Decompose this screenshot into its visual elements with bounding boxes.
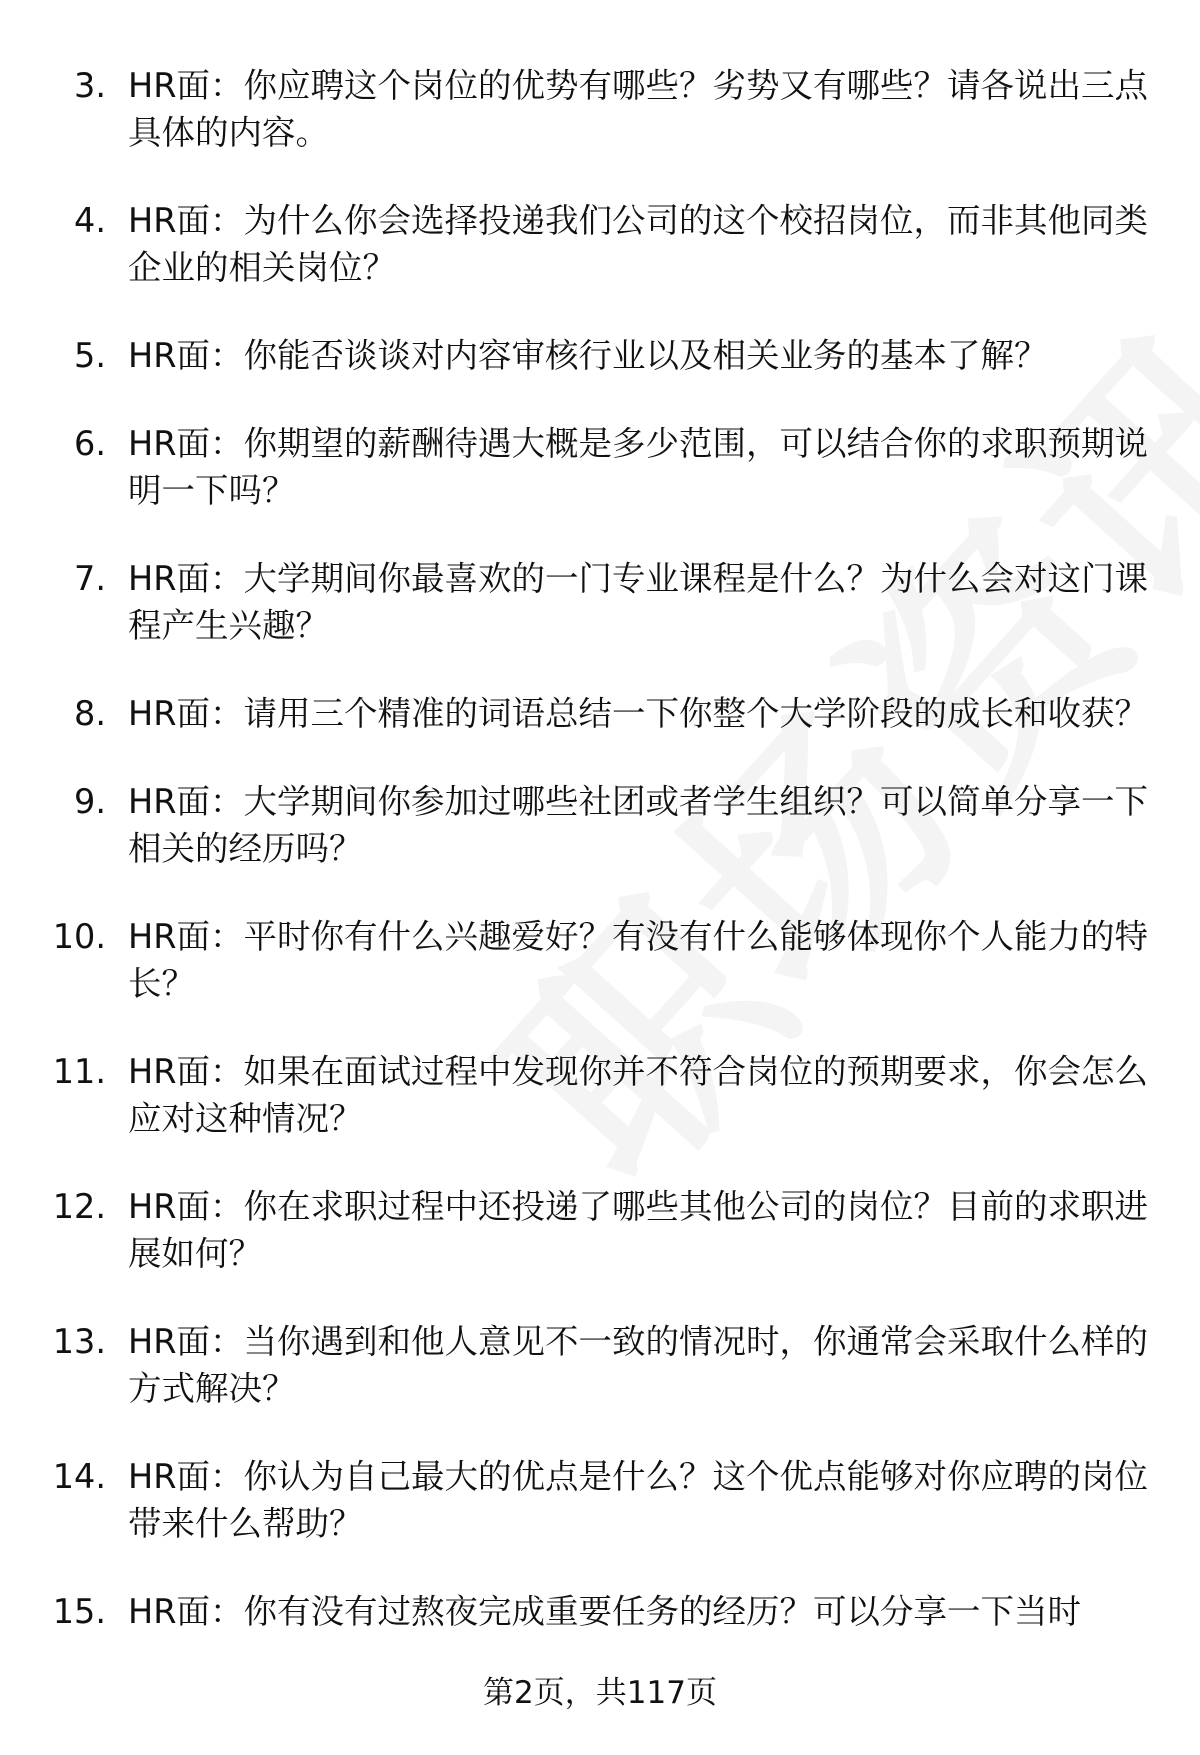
page-number: 第2页，共117页 [483,1675,717,1711]
item-number: 11. [52,1052,106,1091]
item-text: HR面：如果在面试过程中发现你并不符合岗位的预期要求，你会怎么应对这种情况？ [128,1052,1148,1138]
list-item [0,1048,1200,1142]
item-number: 14. [52,1457,106,1496]
list-item [0,913,1200,1007]
item-number: 8. [74,694,106,733]
list-item [0,197,1200,291]
list-item [0,690,1200,737]
list-item [0,332,1200,379]
item-text: HR面：你认为自己最大的优点是什么？这个优点能够对你应聘的岗位带来什么帮助？ [128,1457,1148,1543]
item-text: HR面：你有没有过熬夜完成重要任务的经历？可以分享一下当时 [128,1592,1081,1631]
item-number: 4. [74,201,106,240]
list-item [0,1183,1200,1277]
item-text: HR面：你能否谈谈对内容审核行业以及相关业务的基本了解？ [128,336,1048,375]
question-list [0,62,1200,1676]
list-item [0,1318,1200,1412]
item-number: 9. [74,782,106,821]
item-text: HR面：你在求职过程中还投递了哪些其他公司的岗位？目前的求职进展如何？ [128,1187,1148,1273]
item-number: 12. [52,1187,106,1226]
item-text: HR面：大学期间你参加过哪些社团或者学生组织？可以简单分享一下相关的经历吗？ [128,782,1148,868]
list-item [0,62,1200,156]
item-text: HR面：你期望的薪酬待遇大概是多少范围，可以结合你的求职预期说明一下吗？ [128,424,1148,510]
item-text: HR面：平时你有什么兴趣爱好？有没有什么能够体现你个人能力的特长？ [128,917,1148,1003]
list-item [0,420,1200,514]
list-item [0,778,1200,872]
item-number: 6. [74,424,106,463]
item-text: HR面：当你遇到和他人意见不一致的情况时，你通常会采取什么样的方式解决？ [128,1322,1148,1408]
item-number: 7. [74,559,106,598]
list-item [0,1453,1200,1547]
item-text: HR面：你应聘这个岗位的优势有哪些？劣势又有哪些？请各说出三点具体的内容。 [128,66,1148,152]
item-number: 15. [52,1592,106,1631]
item-number: 13. [52,1322,106,1361]
item-text: HR面：大学期间你最喜欢的一门专业课程是什么？为什么会对这门课程产生兴趣？ [128,559,1148,645]
list-item [0,1588,1200,1635]
item-number: 10. [52,917,106,956]
item-number: 3. [74,66,106,105]
item-text: HR面：为什么你会选择投递我们公司的这个校招岗位，而非其他同类企业的相关岗位？ [128,201,1148,287]
list-item [0,555,1200,649]
item-number: 5. [74,336,106,375]
item-text: HR面：请用三个精准的词语总结一下你整个大学阶段的成长和收获？ [128,694,1148,733]
